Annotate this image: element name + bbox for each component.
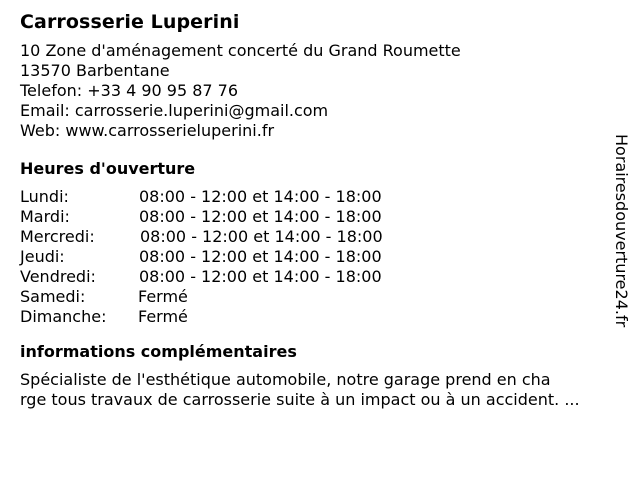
- hours-row-mardi: [20, 207, 620, 227]
- hours-day: Lundi:: [20, 187, 69, 206]
- info-heading: informations complémentaires: [20, 342, 297, 361]
- hours-day: Jeudi:: [20, 247, 65, 266]
- phone-line: Telefon: +33 4 90 95 87 76: [20, 81, 239, 100]
- hours-time: 08:00 - 12:00 et 14:00 - 18:00: [139, 187, 382, 206]
- hours-day: Vendredi:: [20, 267, 96, 286]
- hours-day: Mercredi:: [20, 227, 95, 246]
- address-line-2: 13570 Barbentane: [20, 61, 170, 80]
- hours-row-samedi: [20, 287, 620, 307]
- hours-row-vendredi: [20, 267, 620, 287]
- business-name: Carrosserie Luperini: [20, 11, 240, 33]
- hours-row-dimanche: [20, 307, 620, 327]
- site-watermark: Horairesdouverture24.fr: [612, 134, 631, 328]
- hours-day: Samedi:: [20, 287, 86, 306]
- hours-time: Fermé: [138, 287, 188, 306]
- email-line: Email: carrosserie.luperini@gmail.com: [20, 101, 329, 120]
- hours-heading: Heures d'ouverture: [20, 159, 196, 178]
- business-card: [20, 10, 620, 410]
- hours-row-mercredi: [20, 227, 620, 247]
- hours-row-jeudi: [20, 247, 620, 267]
- hours-time: Fermé: [138, 307, 188, 326]
- hours-time: 08:00 - 12:00 et 14:00 - 18:00: [140, 227, 383, 246]
- hours-row-lundi: [20, 187, 620, 207]
- hours-day: Mardi:: [20, 207, 70, 226]
- description-line-2: rge tous travaux de carrosserie suite à un impact ou à un accident. ...: [20, 390, 580, 409]
- hours-day: Dimanche:: [20, 307, 107, 326]
- hours-time: 08:00 - 12:00 et 14:00 - 18:00: [139, 247, 382, 266]
- web-line: Web: www.carrosserieluperini.fr: [20, 121, 275, 140]
- hours-time: 08:00 - 12:00 et 14:00 - 18:00: [139, 267, 382, 286]
- hours-table: [20, 187, 620, 327]
- hours-time: 08:00 - 12:00 et 14:00 - 18:00: [139, 207, 382, 226]
- address-line-1: 10 Zone d'aménagement concerté du Grand Roumette: [20, 41, 461, 60]
- description-line-1: Spécialiste de l'esthétique automobile, notre garage prend en cha: [20, 370, 551, 389]
